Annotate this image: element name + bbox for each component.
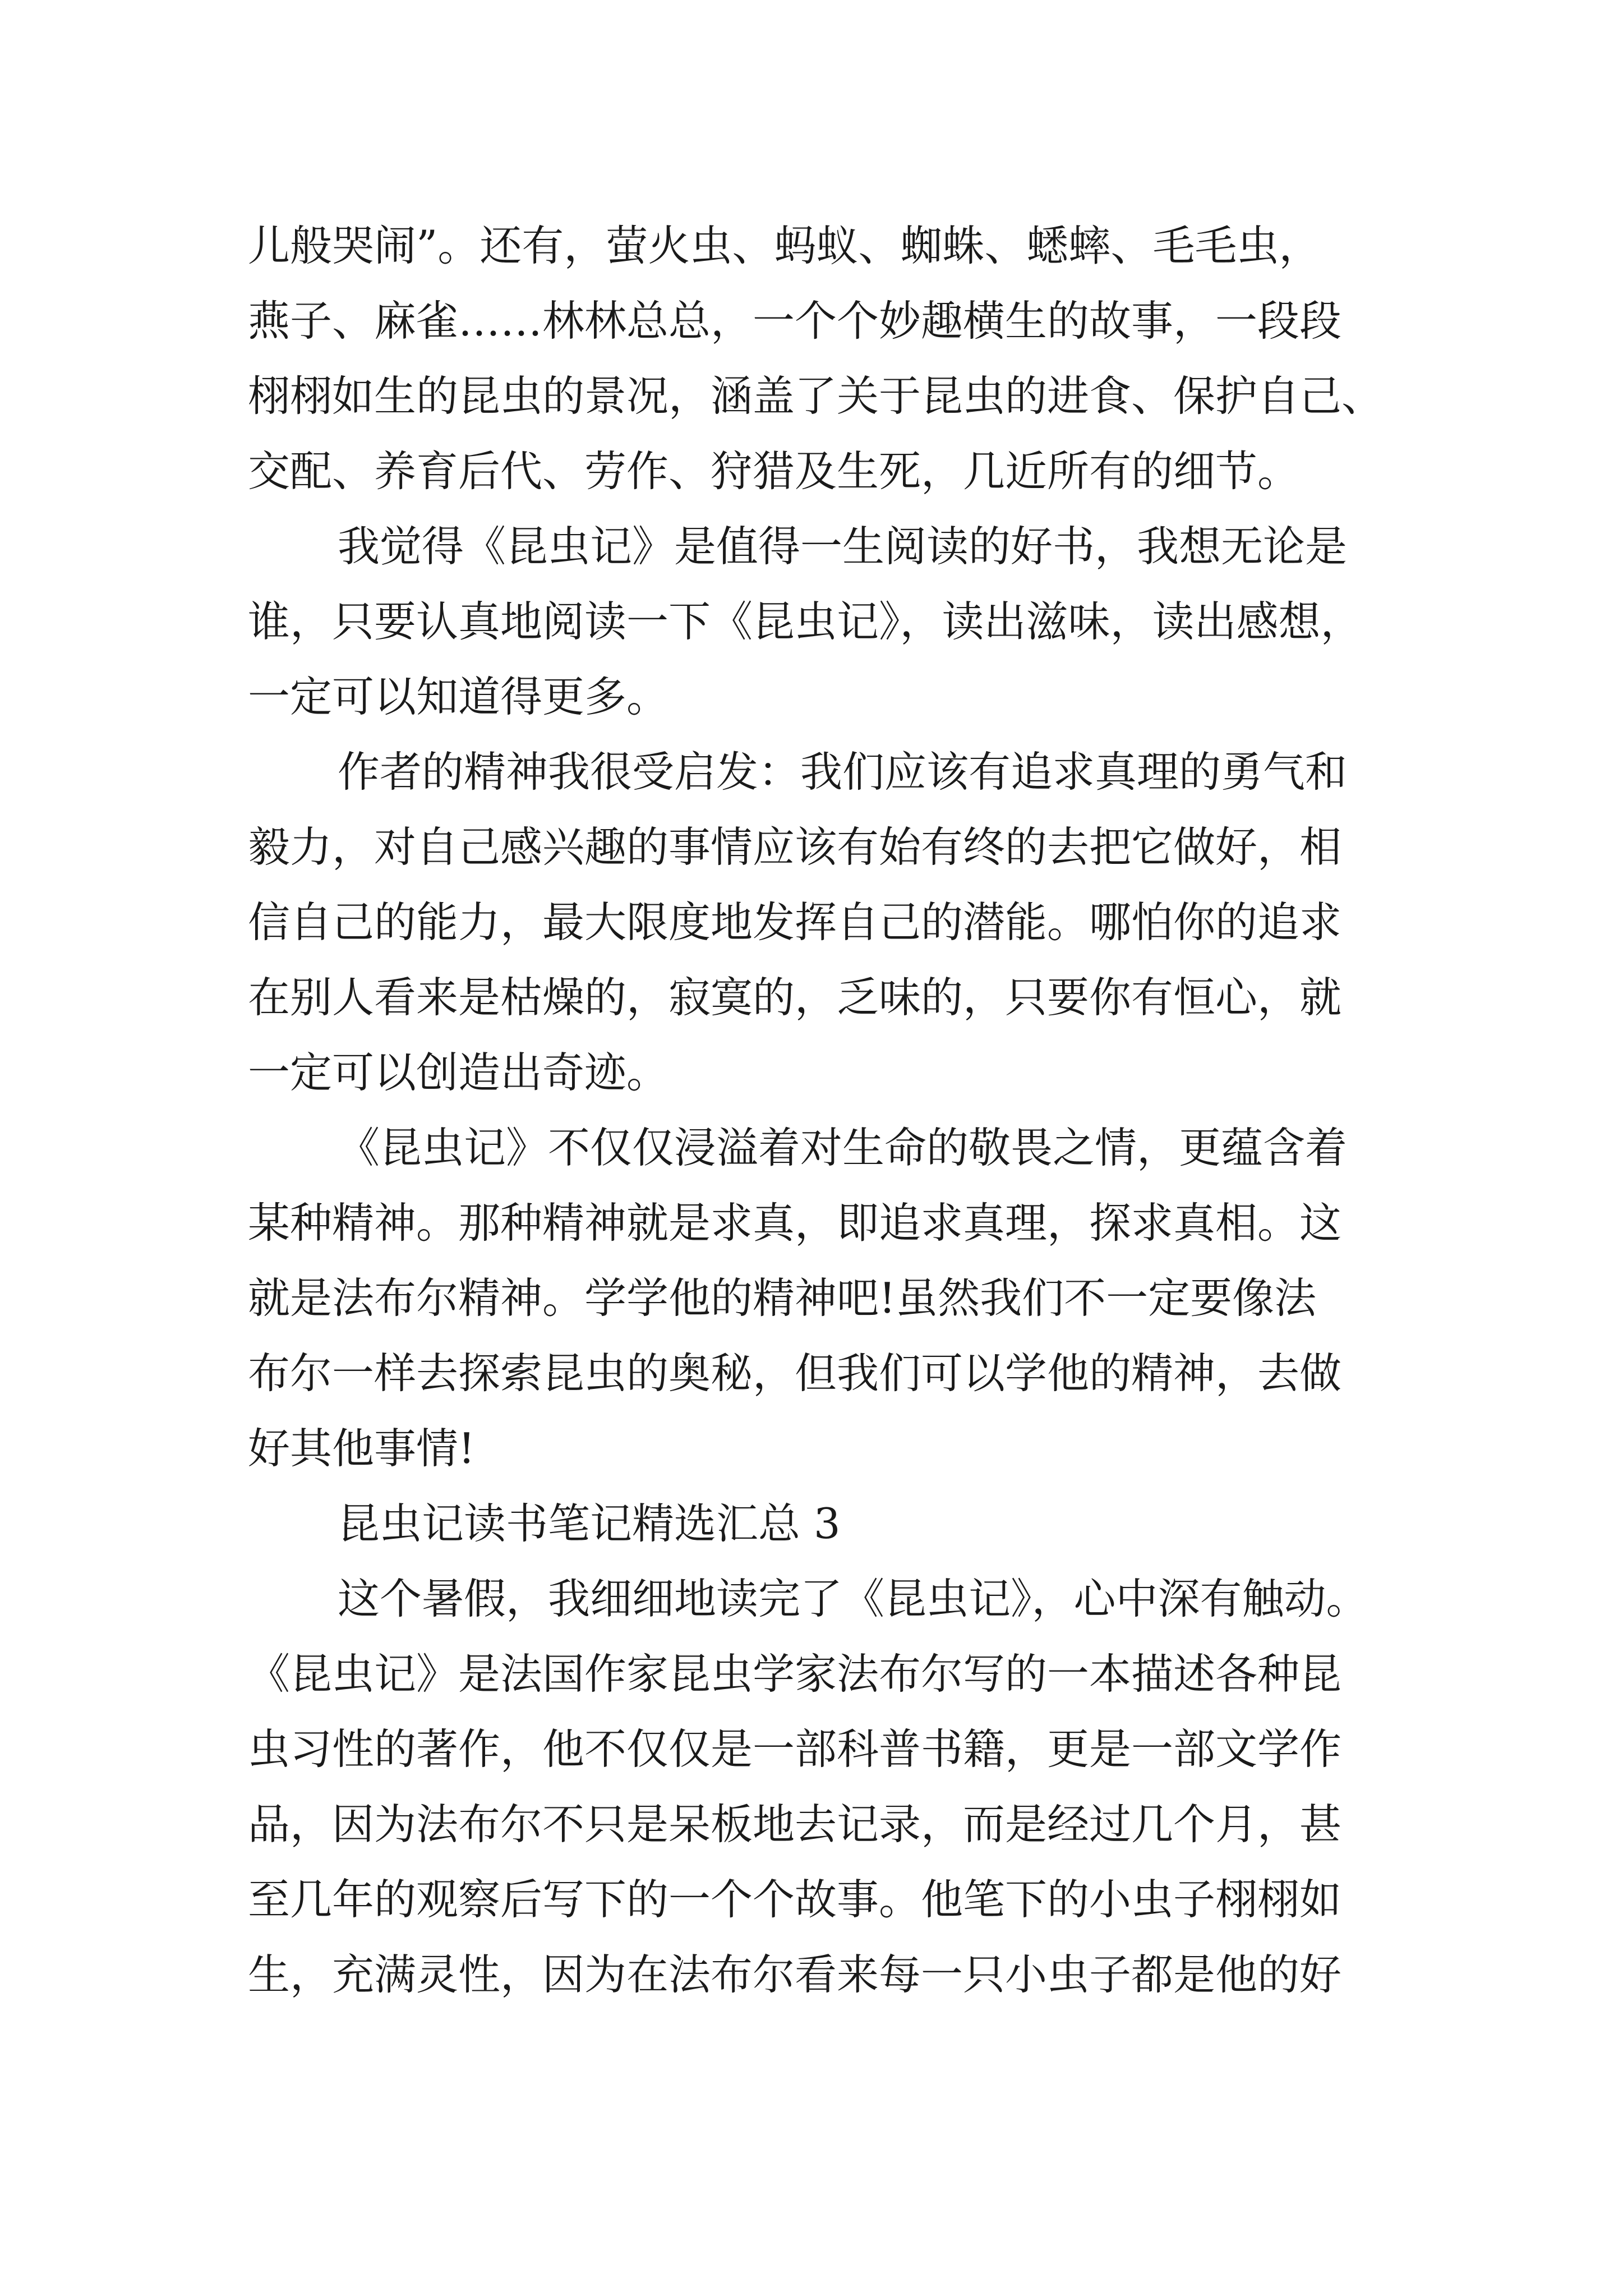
text-line: 儿般哭闹”。还有，萤火虫、蚂蚁、蜘蛛、蟋蟀、毛毛虫， (248, 221, 1321, 270)
text-line: 信自己的能力，最大限度地发挥自己的潜能。哪怕你的追求 (248, 898, 1342, 947)
text-line: 虫习性的著作，他不仅仅是一部科普书籍，更是一部文学作 (248, 1724, 1342, 1774)
text-line: 谁，只要认真地阅读一下《昆虫记》，读出滋味，读出感想， (248, 597, 1363, 646)
text-line: 就是法布尔精神。学学他的精神吧!虽然我们不一定要像法 (248, 1273, 1317, 1323)
text-line: 生，充满灵性，因为在法布尔看来每一只小虫子都是他的好 (248, 1950, 1342, 1999)
paragraph-start-line: 这个暑假，我细细地读完了《昆虫记》，心中深有触动。 (338, 1574, 1368, 1623)
text-line: 好其他事情! (248, 1424, 476, 1473)
text-line: 栩栩如生的昆虫的景况，涵盖了关于昆虫的进食、保护自己、 (248, 371, 1384, 421)
text-line: 品，因为法布尔不只是呆板地去记录，而是经过几个月，甚 (248, 1800, 1342, 1849)
text-line: 一定可以知道得更多。 (248, 672, 669, 721)
text-line: 某种精神。那种精神就是求真，即追求真理，探求真相。这 (248, 1198, 1342, 1248)
text-line: 一定可以创造出奇迹。 (248, 1048, 669, 1097)
text-line: 燕子、麻雀……林林总总，一个个妙趣横生的故事，一段段 (248, 296, 1342, 346)
text-line: 至几年的观察后写下的一个个故事。他笔下的小虫子栩栩如 (248, 1875, 1342, 1924)
text-line: 在别人看来是枯燥的，寂寞的，乏味的，只要你有恒心，就 (248, 973, 1342, 1022)
text-line: 交配、养育后代、劳作、狩猎及生死，几近所有的细节。 (248, 447, 1300, 496)
text-line: 布尔一样去探索昆虫的奥秘，但我们可以学他的精神，去做 (248, 1349, 1342, 1398)
paragraph-start-line: 作者的精神我很受启发：我们应该有追求真理的勇气和 (338, 747, 1348, 797)
section-heading: 昆虫记读书笔记精选汇总 3 (338, 1499, 841, 1548)
paragraph-start-line: 我觉得《昆虫记》是值得一生阅读的好书，我想无论是 (338, 522, 1348, 571)
text-line: 《昆虫记》是法国作家昆虫学家法布尔写的一本描述各种昆 (248, 1649, 1342, 1699)
text-line: 毅力，对自己感兴趣的事情应该有始有终的去把它做好，相 (248, 822, 1342, 872)
paragraph-start-line: 《昆虫记》不仅仅浸溢着对生命的敬畏之情，更蕴含着 (338, 1123, 1348, 1172)
